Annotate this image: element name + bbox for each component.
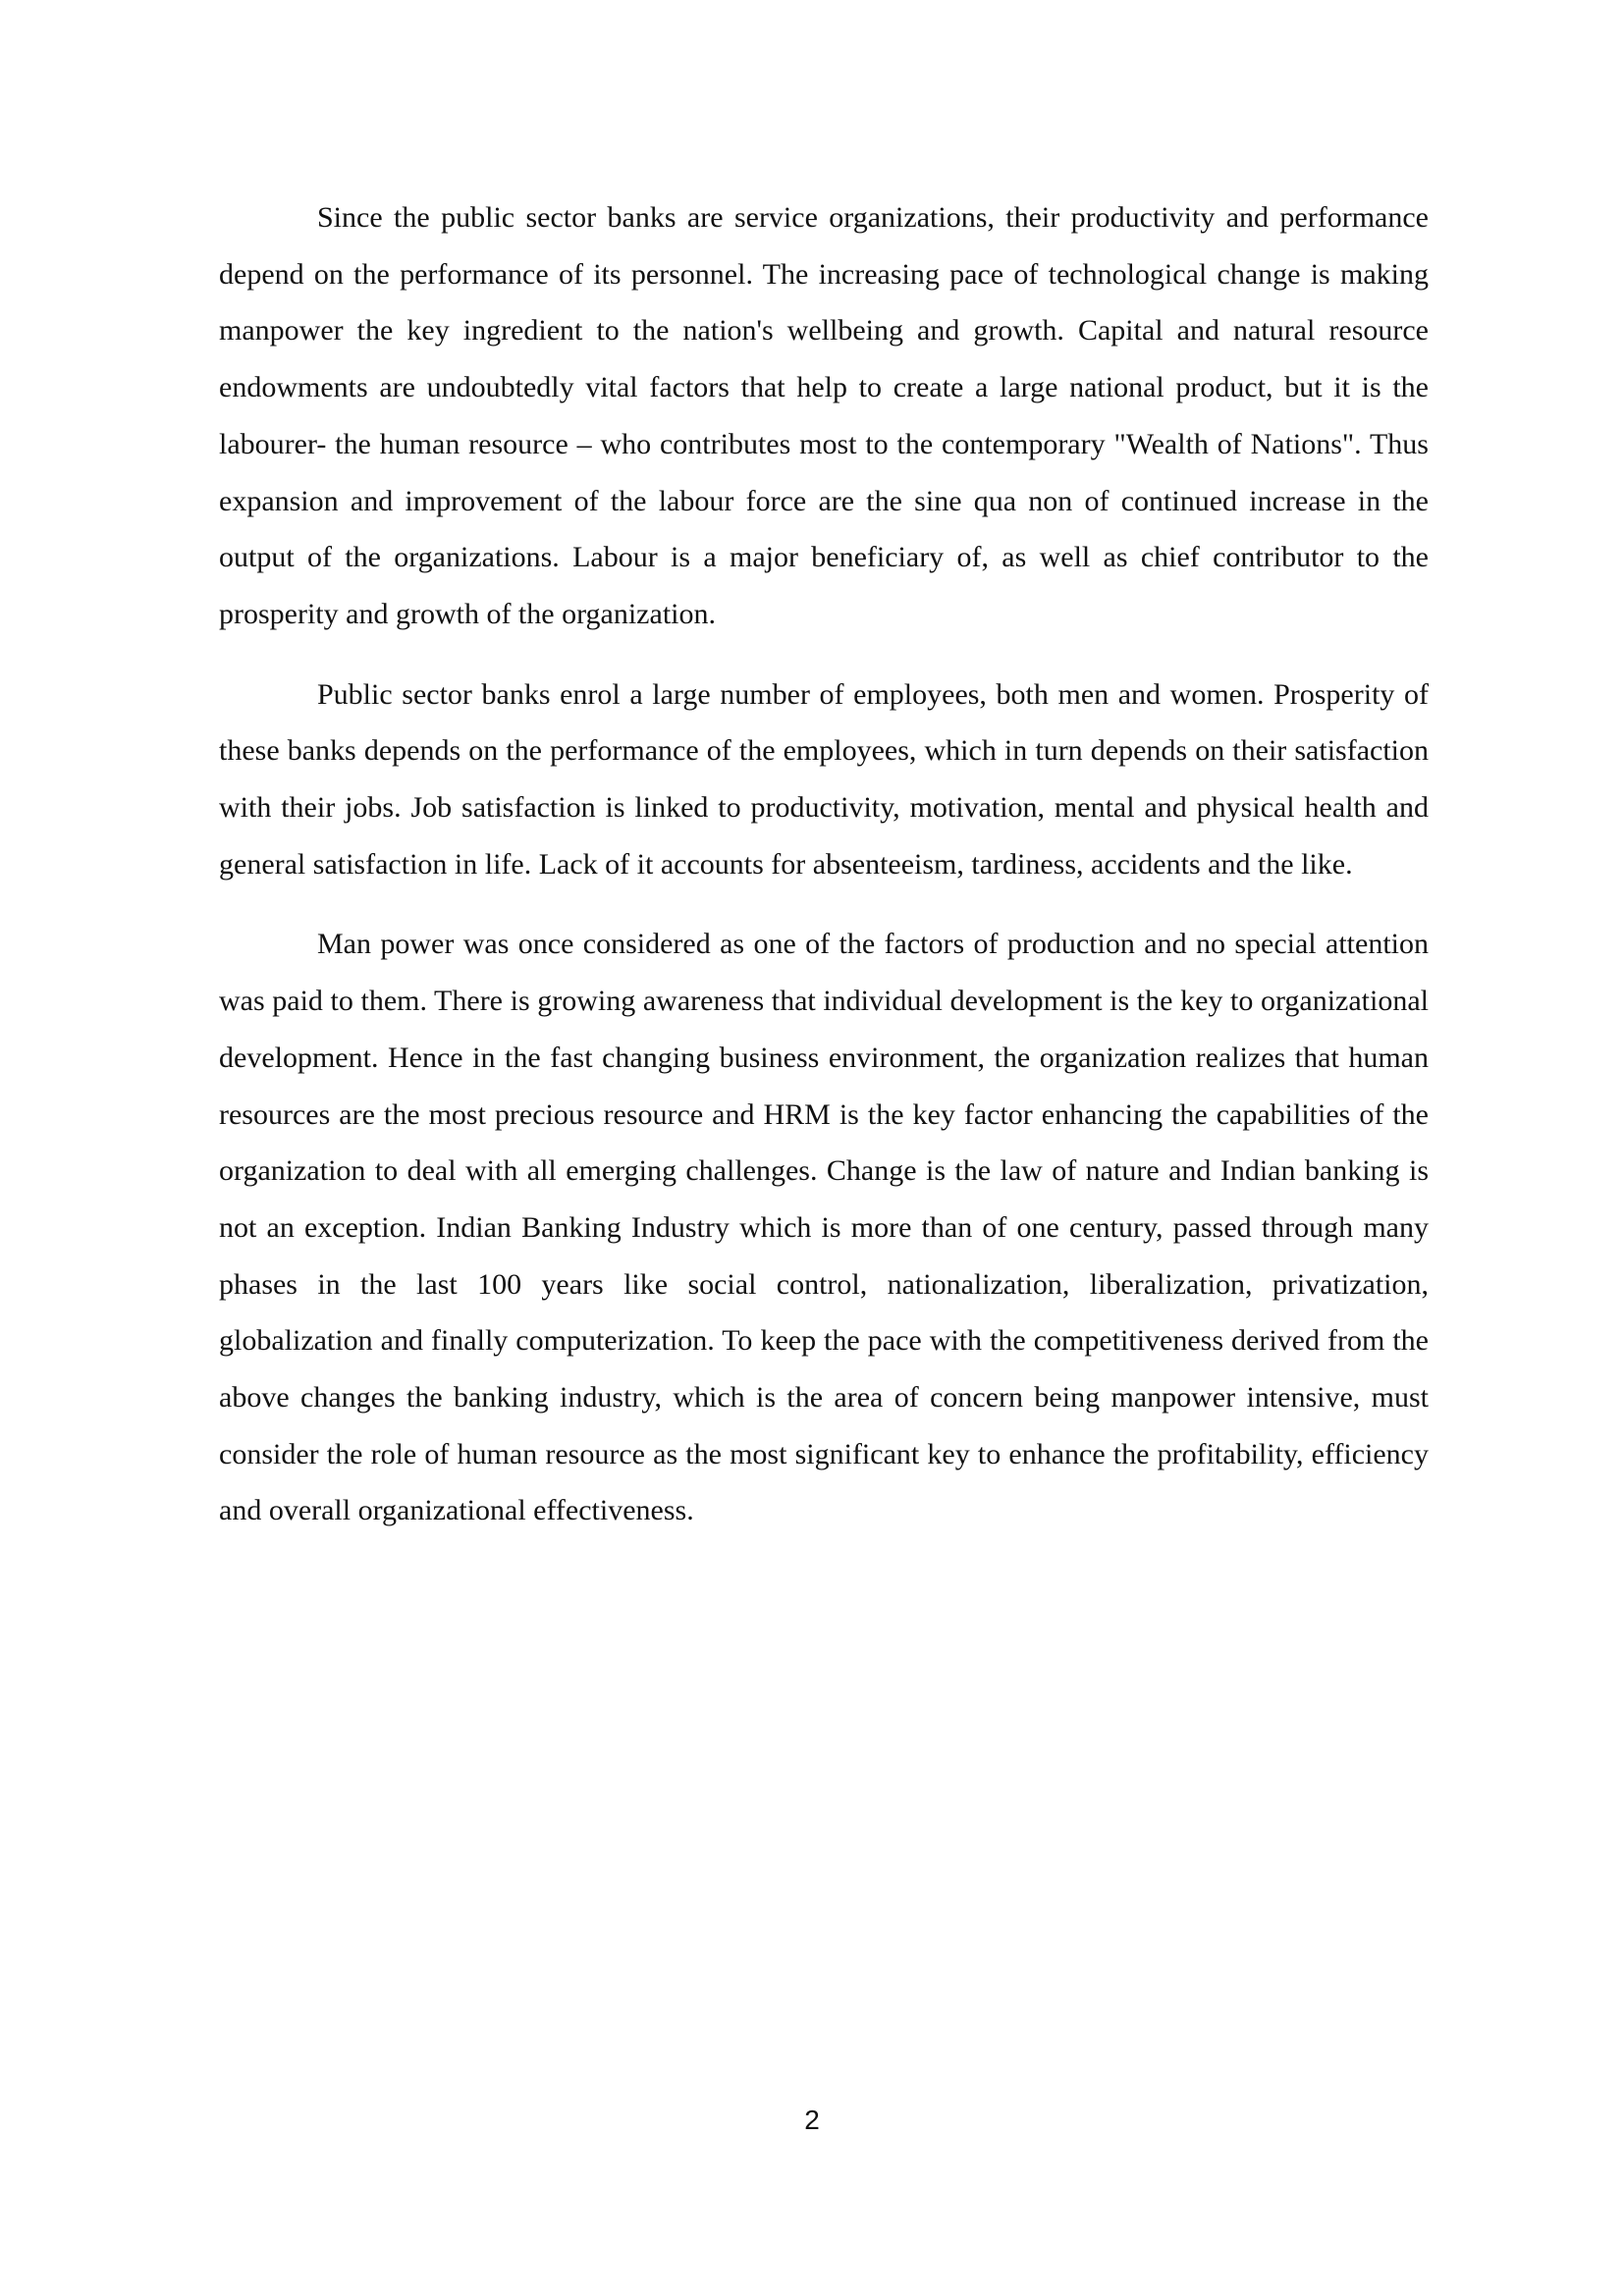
body-text — [219, 189, 1429, 1563]
page-number: 2 — [804, 2105, 820, 2135]
paragraph-2: Public sector banks enrol a large number of employees, both men and women. Prosperity of these banks depends on the performance of the employees, which in turn depends on their satisfaction with their jobs. Job satisfaction is linked to productivity, motivation, mental and physical health and general satisfaction in life. Lack of it accounts for absenteeism, tardiness, accidents and the like. — [219, 677, 1429, 881]
paragraph-3: Man power was once considered as one of the factors of production and no special attention was paid to them. There is growing awareness that individual development is the key to organizational development. Hence in the fast changing business environment, the organization realizes that human resources are the most precious resource and HRM is the key factor enhancing the capabilities of the organization to deal with all emerging challenges. Change is the law of nature and Indian banking is not an exception. Indian Banking Industry which is more than of one century, passed through many phases in the last 100 years like social control, nationalization, liberalization, privatization, globalization and finally computerization. To keep the pace with the competitiveness derived from the above changes the banking industry, which is the area of concern being manpower intensive, must consider the role of human resource as the most significant key to enhance the profitability, efficiency and overall organizational effectiveness. — [219, 928, 1429, 1527]
paragraph-1: Since the public sector banks are service organizations, their productivity and performance depend on the performance of its personnel. The increasing pace of technological change is making manpower the key ingredient to the nation's wellbeing and growth. Capital and natural resource endowments are undoubtedly vital factors that help to create a large national product, but it is the labourer- the human resource – who contributes most to the contemporary "Wealth of Nations". Thus expansion and improvement of the labour force are the sine qua non of continued increase in the output of the organizations. Labour is a major beneficiary of, as well as chief contributor to the prosperity and growth of the organization. — [219, 201, 1429, 630]
